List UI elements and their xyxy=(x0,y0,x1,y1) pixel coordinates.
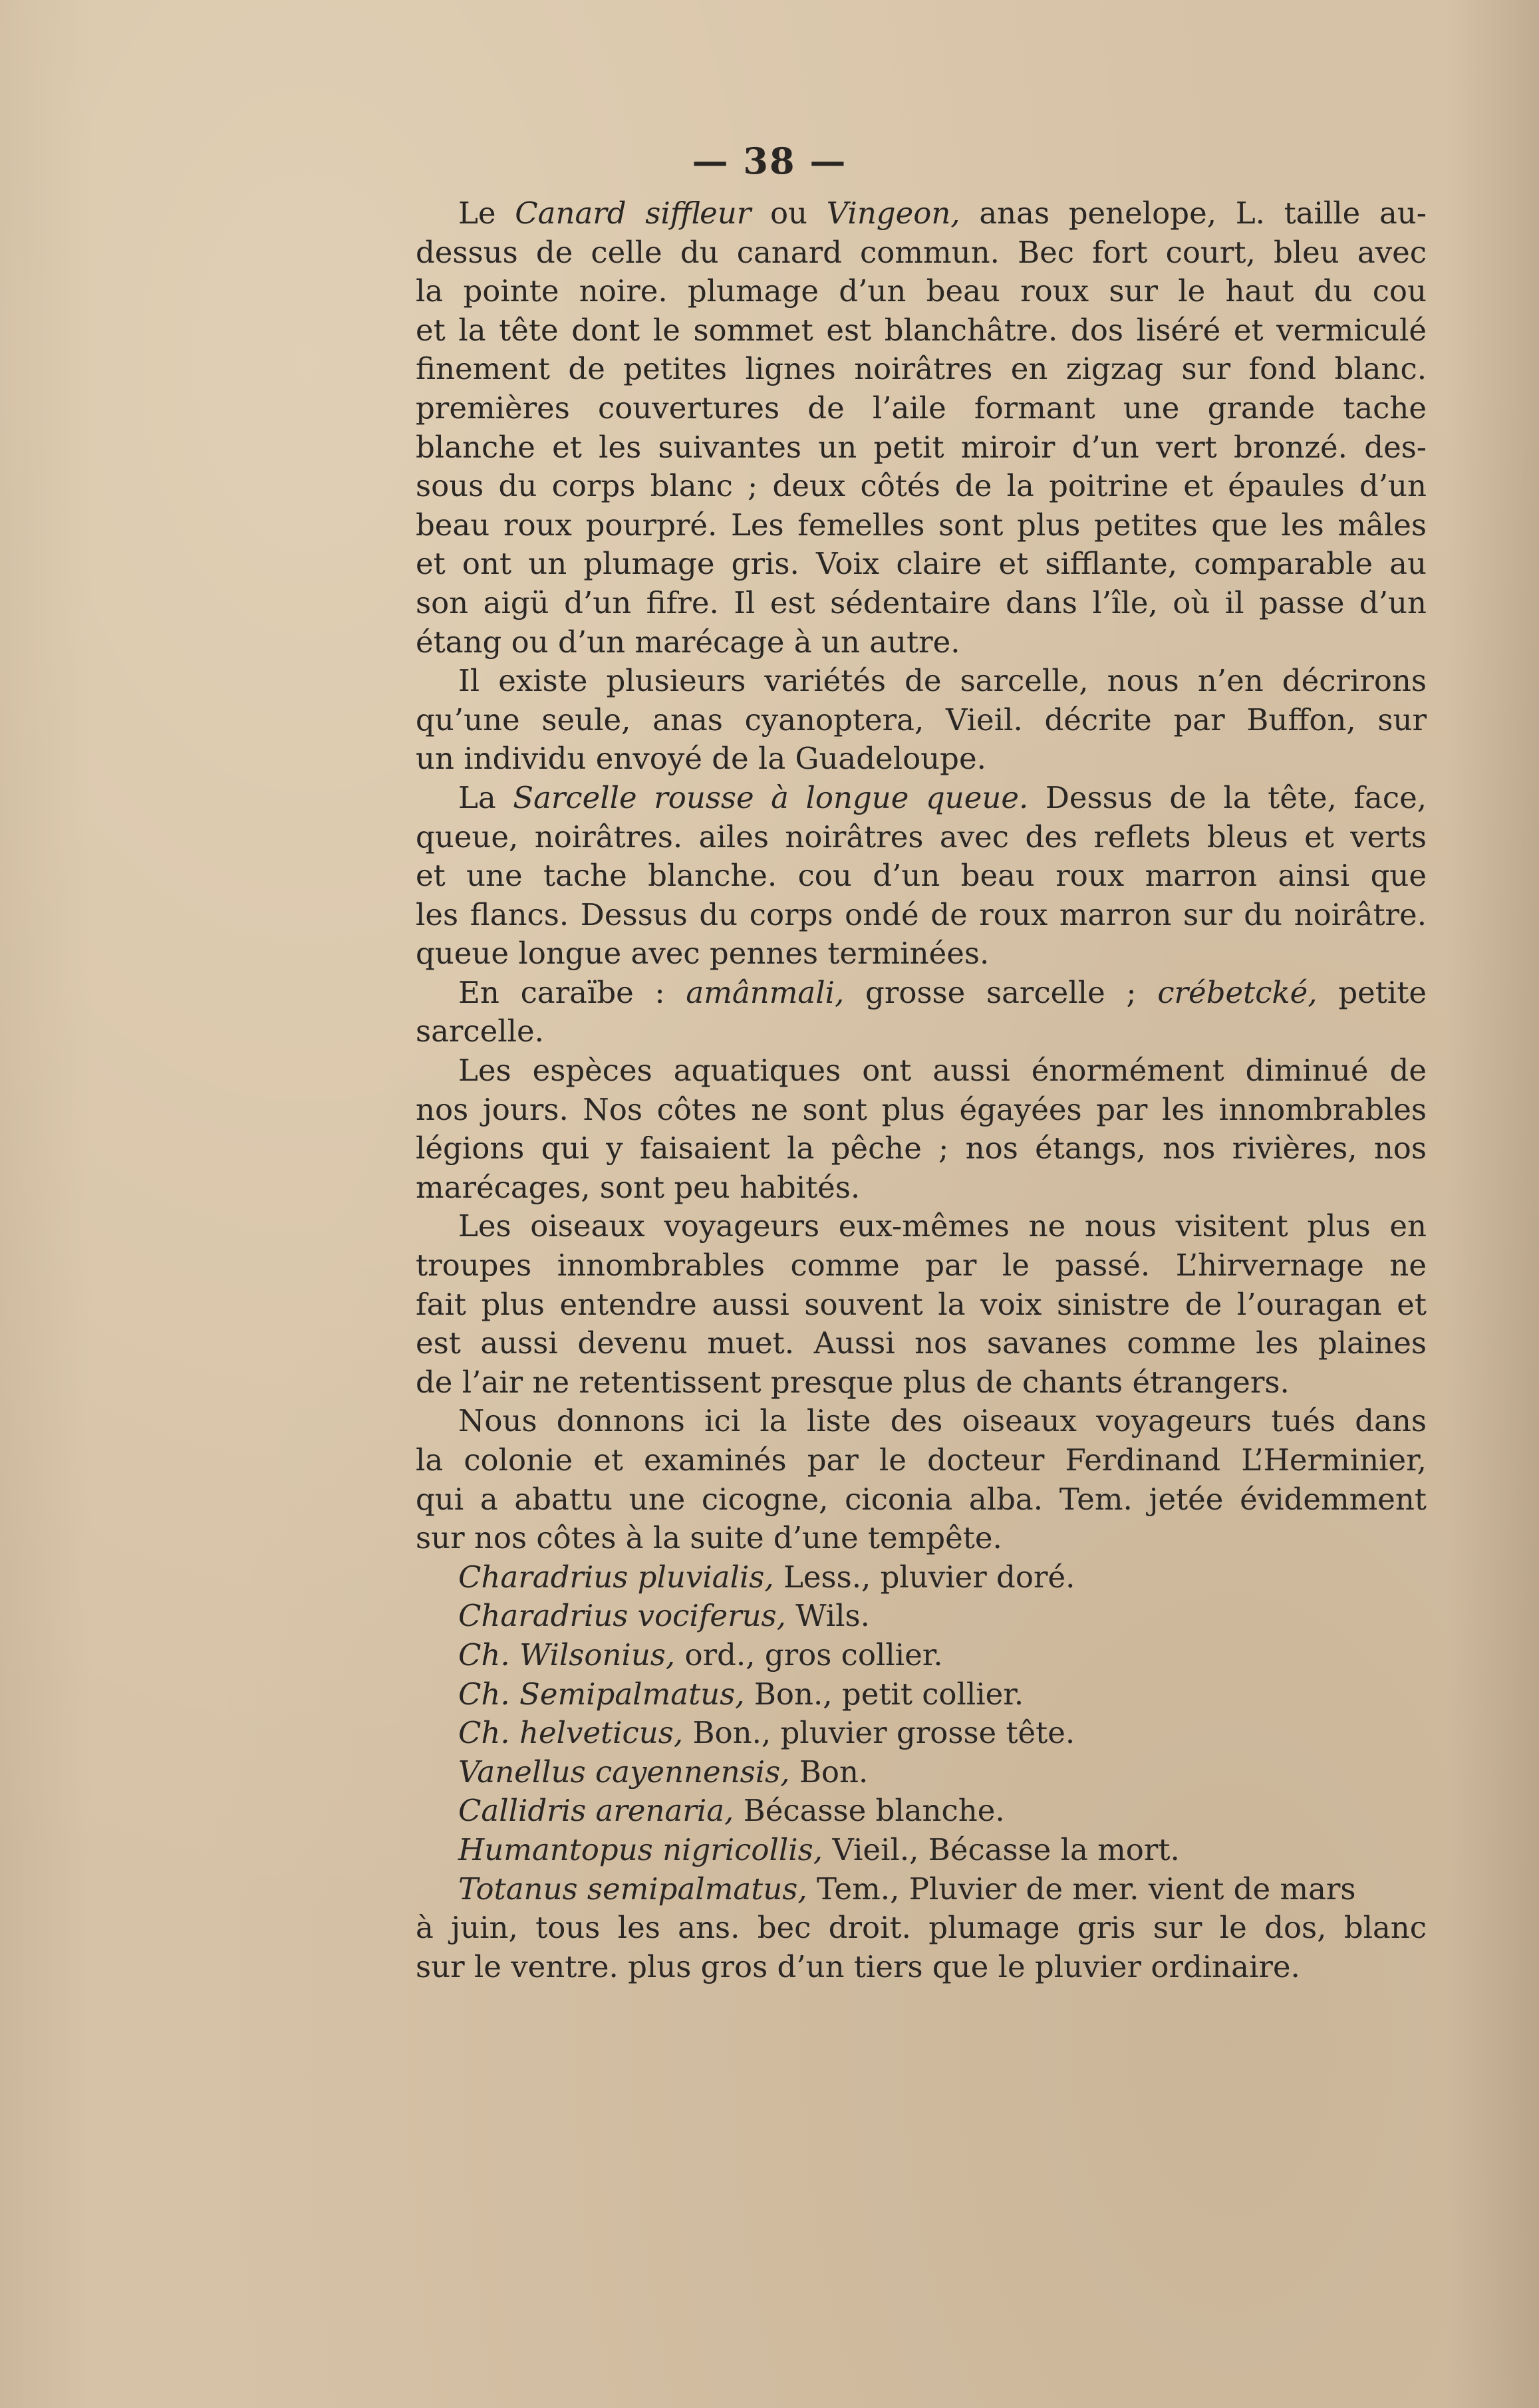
species-name: Humantopus nigricollis, xyxy=(458,1831,823,1867)
species-entry xyxy=(416,1870,1427,1909)
caribbean-term: amânmali, xyxy=(686,974,845,1010)
text-line: Les espèces aquatiques ont aussi énormément diminué de xyxy=(458,1053,1427,1089)
text-line: finement de petites lignes noirâtres en zigzag sur fond blanc. xyxy=(416,351,1427,387)
text-line: et une tache blanche. cou d’un beau roux marron ainsi que xyxy=(416,858,1427,894)
text-line: légions qui y faisaient la pêche ; nos étangs, nos rivières, nos xyxy=(416,1131,1427,1166)
text-line: blanche et les suivantes un petit miroir d’un vert bronzé. des- xyxy=(416,429,1427,465)
paragraph-sarcelle-intro xyxy=(416,662,1427,779)
text-span: Le xyxy=(458,196,515,231)
species-list xyxy=(416,1558,1427,1987)
text-line: troupes innombrables comme par le passé. L’hirvernage ne xyxy=(416,1248,1427,1283)
text-line: Nous donnons ici la liste des oiseaux voyageurs tués dans xyxy=(458,1403,1427,1439)
text-line: qu’une seule, anas cyanoptera, Vieil. décrite par Buffon, sur xyxy=(416,702,1427,737)
text-span: petite xyxy=(1317,974,1427,1010)
species-entry xyxy=(416,1753,1427,1792)
text-line xyxy=(416,194,1427,233)
text-line: la pointe noire. plumage d’un beau roux sur le haut du cou xyxy=(416,273,1427,309)
species-entry xyxy=(416,1597,1427,1636)
species-name: Ch. helveticus, xyxy=(458,1715,684,1751)
text-line: la colonie et examinés par le docteur Ferdinand L’Herminier, xyxy=(416,1442,1427,1478)
species-entry xyxy=(416,1831,1427,1870)
text-line xyxy=(416,779,1427,818)
species-name: Charadrius vociferus, xyxy=(458,1598,786,1634)
species-name: Callidris arenaria, xyxy=(458,1793,734,1829)
text-span: En caraïbe : xyxy=(458,974,686,1010)
text-line xyxy=(416,974,1427,1013)
text-line: un individu envoyé de la Guadeloupe. xyxy=(416,741,986,777)
text-line: nos jours. Nos côtes ne sont plus égayées par les innombrables xyxy=(416,1091,1427,1127)
paragraph-sarcelle-rousse xyxy=(416,779,1427,974)
text-line: qui a abattu une cicogne, ciconia alba. Tem. jetée évidemment xyxy=(416,1481,1427,1517)
species-name: Sarcelle rousse à longue queue. xyxy=(513,779,1029,815)
species-entry xyxy=(416,1636,1427,1675)
text-line: et ont un plumage gris. Voix claire et sifflante, comparable au xyxy=(416,546,1427,582)
text-line: à juin, tous les ans. bec droit. plumage gris sur le dos, blanc xyxy=(416,1910,1427,1946)
species-name: Vanellus cayennensis, xyxy=(458,1754,790,1790)
species-description: Wils. xyxy=(785,1598,870,1634)
text-line: premières couvertures de l’aile formant une grande tache xyxy=(416,390,1427,426)
text-line: et la tête dont le sommet est blanchâtre. dos liséré et vermiculé xyxy=(416,312,1427,348)
text-span: grosse sarcelle ; xyxy=(844,974,1158,1010)
species-name: Charadrius pluvialis, xyxy=(458,1559,774,1595)
paragraph-liste-intro xyxy=(416,1402,1427,1557)
species-name: Ch. Semipalmatus, xyxy=(458,1676,745,1712)
paragraph-caraibe xyxy=(416,974,1427,1051)
species-description: Bon., pluvier grosse tête. xyxy=(683,1715,1075,1751)
text-line: Il existe plusieurs variétés de sarcelle, nous n’en décrirons xyxy=(458,663,1427,699)
text-line: beau roux pourpré. Les femelles sont plus petites que les mâles xyxy=(416,507,1427,543)
species-description: Bécasse blanche. xyxy=(734,1793,1005,1829)
page-number: — 38 — xyxy=(692,140,847,182)
text-line: les flancs. Dessus du corps ondé de roux marron sur du noirâtre. xyxy=(416,896,1427,932)
text-line: fait plus entendre aussi souvent la voix sinistre de l’ouragan et xyxy=(416,1286,1427,1322)
text-line: de l’air ne retentissent presque plus de chants étrangers. xyxy=(416,1364,1290,1400)
text-span: anas penelope, L. taille au- xyxy=(960,196,1427,231)
text-line: son aigü d’un fifre. Il est sédentaire dans l’île, où il passe d’un xyxy=(416,585,1427,620)
species-entry xyxy=(416,1558,1427,1597)
text-line: dessus de celle du canard commun. Bec fort court, bleu avec xyxy=(416,234,1427,270)
paragraph-canard-siffleur xyxy=(416,194,1427,662)
text-line: étang ou d’un marécage à un autre. xyxy=(416,624,960,660)
text-line: Les oiseaux voyageurs eux-mêmes ne nous visitent plus en xyxy=(458,1208,1427,1244)
body-text xyxy=(416,194,1427,1986)
text-line: sous du corps blanc ; deux côtés de la poitrine et épaules d’un xyxy=(416,468,1427,504)
text-line: sarcelle. xyxy=(416,1013,544,1049)
species-description: Less., pluvier doré. xyxy=(773,1559,1075,1595)
text-span: La xyxy=(458,779,513,815)
species-entry xyxy=(416,1714,1427,1753)
text-line: queue longue avec pennes terminées. xyxy=(416,936,990,972)
text-line: sur nos côtes à la suite d’une tempête. xyxy=(416,1520,1002,1556)
paragraph-especes-aquatiques xyxy=(416,1051,1427,1207)
species-name: Totanus semipalmatus, xyxy=(458,1871,807,1907)
species-description: Tem., Pluvier de mer. vient de mars xyxy=(807,1871,1356,1907)
text-span: Dessus de la tête, face, xyxy=(1028,779,1427,815)
species-entry xyxy=(416,1792,1427,1831)
text-line: est aussi devenu muet. Aussi nos savanes comme les plaines xyxy=(416,1325,1427,1361)
species-name: Canard siffleur xyxy=(515,196,752,231)
text-line: marécages, sont peu habités. xyxy=(416,1169,861,1205)
caribbean-term: crébetcké, xyxy=(1157,974,1318,1010)
species-description: ord., gros collier. xyxy=(675,1637,943,1672)
species-entry xyxy=(416,1675,1427,1714)
species-name: Vingeon, xyxy=(826,196,960,231)
text-line: queue, noirâtres. ailes noirâtres avec des reflets bleus et verts xyxy=(416,819,1427,855)
species-description: Bon. xyxy=(789,1754,869,1790)
text-span: ou xyxy=(751,196,827,231)
species-description: Vieil., Bécasse la mort. xyxy=(823,1831,1180,1867)
text-line: sur le ventre. plus gros d’un tiers que le pluvier ordinaire. xyxy=(416,1948,1300,1984)
species-name: Ch. Wilsonius, xyxy=(458,1637,676,1672)
paragraph-oiseaux-voyageurs xyxy=(416,1207,1427,1402)
species-description: Bon., petit collier. xyxy=(744,1676,1024,1712)
